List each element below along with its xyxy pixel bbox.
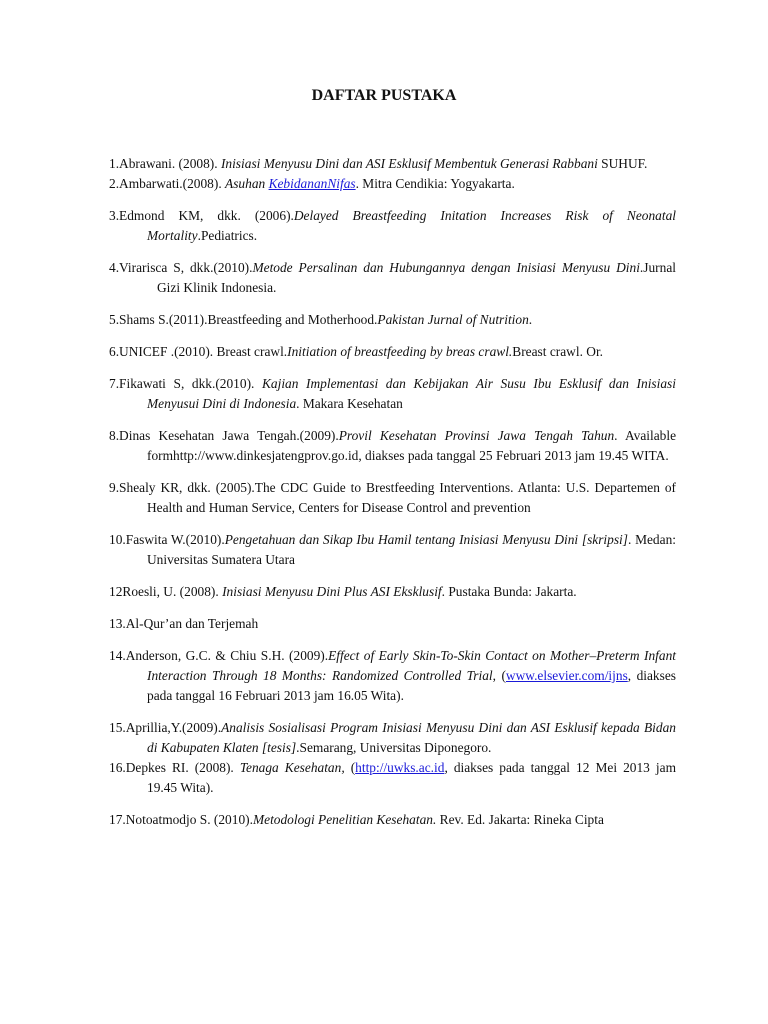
reference-title: Kajian Implementasi dan Kebijakan Air Susu Ibu Esklusif dan Inisiasi Menyusui Dini di Indonesia bbox=[147, 376, 676, 411]
reference-text: Aprillia,Y.(2009). bbox=[125, 720, 222, 735]
reference-text: . Mitra Cendikia: Yogyakarta. bbox=[355, 176, 515, 191]
reference-text: Notoatmodjo S. (2010). bbox=[125, 812, 253, 827]
page-title: DAFTAR PUSTAKA bbox=[311, 87, 457, 104]
reference-text: Shealy KR, dkk. (2005).The CDC Guide to Brestfeeding Interventions. Atlanta: U.S. Departemen of Health and Human Service, Centers for Disease Control and prevention bbox=[119, 480, 676, 515]
reference-item bbox=[109, 154, 676, 174]
reference-number: 13. bbox=[109, 616, 126, 631]
reference-number: 7. bbox=[109, 376, 120, 391]
reference-text: Roesli, U. (2008). bbox=[122, 584, 223, 599]
reference-link[interactable]: http://uwks.ac.id bbox=[355, 760, 445, 775]
reference-title: Delayed Breastfeeding Initation Increases Risk of Neonatal Mortality bbox=[147, 208, 676, 243]
reference-item bbox=[109, 426, 676, 466]
reference-text: . Available formhttp://www.dinkesjatengprov.go.id, diakses pada tanggal 25 Februari 2013 jam 19.45 WITA. bbox=[147, 428, 677, 463]
reference-title: Analisis Sosialisasi Program Inisiasi Menyusu Dini dan ASI Esklusif kepada Bidan di Kabupaten Klaten [tesis] bbox=[147, 720, 676, 755]
reference-number: 12 bbox=[109, 584, 123, 599]
reference-title: Metode Persalinan dan Hubungannya dengan Inisiasi Menyusu Dini bbox=[252, 260, 640, 275]
reference-item bbox=[109, 810, 676, 830]
reference-text: Depkes RI. (2008). bbox=[125, 760, 240, 775]
reference-number: 10. bbox=[109, 532, 126, 547]
reference-text: Fikawati S, dkk.(2010). bbox=[119, 376, 262, 391]
reference-title: Initiation of breastfeeding by breas crawl. bbox=[287, 344, 513, 359]
reference-item bbox=[109, 582, 676, 602]
reference-item bbox=[109, 174, 676, 194]
reference-text: . bbox=[528, 312, 533, 327]
reference-text: . Pustaka Bunda: Jakarta. bbox=[441, 584, 577, 599]
reference-text: , diakses pada tanggal 16 Februari 2013 jam 16.05 Wita). bbox=[147, 668, 676, 703]
reference-title: Pakistan Jurnal of Nutrition bbox=[377, 312, 529, 327]
reference-item bbox=[109, 258, 676, 298]
reference-text: .Semarang, Universitas Diponegoro. bbox=[296, 740, 492, 755]
reference-item bbox=[109, 758, 676, 798]
reference-text: . Medan: Universitas Sumatera Utara bbox=[147, 532, 676, 567]
reference-text: Ambarwati.(2008). bbox=[119, 176, 226, 191]
reference-item bbox=[109, 374, 676, 414]
reference-text: Faswita W.(2010). bbox=[125, 532, 225, 547]
reference-item bbox=[109, 646, 676, 706]
reference-text: Al-Qur’an dan Terjemah bbox=[125, 616, 259, 631]
reference-number: 14. bbox=[109, 648, 126, 663]
reference-title: Effect of Early Skin-To-Skin Contact on Mother–Preterm Infant Interaction Through 18 Months: Randomized Controlled Trial bbox=[147, 648, 676, 683]
reference-text: , diakses pada tanggal 12 Mei 2013 jam 19.45 Wita). bbox=[147, 760, 676, 795]
reference-number: 6. bbox=[109, 344, 120, 359]
reference-item bbox=[109, 310, 676, 330]
reference-item bbox=[109, 342, 676, 362]
reference-item bbox=[109, 478, 676, 518]
reference-text: SUHUF. bbox=[597, 156, 648, 171]
reference-text: , ( bbox=[492, 668, 506, 683]
reference-number: 9. bbox=[109, 480, 120, 495]
reference-text: .Pediatrics. bbox=[197, 228, 258, 243]
reference-number: 15. bbox=[109, 720, 126, 735]
reference-text: . Makara Kesehatan bbox=[296, 396, 403, 411]
reference-text: UNICEF .(2010). Breast crawl. bbox=[119, 344, 288, 359]
reference-number: 16. bbox=[109, 760, 126, 775]
reference-link[interactable]: www.elsevier.com/ijns bbox=[505, 668, 628, 683]
reference-text: Breast crawl. Or. bbox=[512, 344, 604, 359]
reference-title: Tenaga Kesehatan, bbox=[239, 760, 345, 775]
reference-text: Rev. Ed. Jakarta: Rineka Cipta bbox=[436, 812, 604, 827]
reference-title: Inisiasi Menyusu Dini Plus ASI Eksklusif bbox=[222, 584, 442, 599]
reference-list bbox=[109, 154, 676, 842]
reference-link[interactable]: KebidananNifas bbox=[268, 176, 356, 191]
reference-number: 5. bbox=[109, 312, 120, 327]
reference-number: 3. bbox=[109, 208, 120, 223]
reference-number: 2. bbox=[109, 176, 120, 191]
reference-number: 4. bbox=[109, 260, 120, 275]
reference-title: Provil Kesehatan Provinsi Jawa Tengah Tahun bbox=[338, 428, 615, 443]
reference-number: 8. bbox=[109, 428, 120, 443]
reference-text: Shams S.(2011).Breastfeeding and Motherhood. bbox=[119, 312, 378, 327]
reference-item bbox=[109, 614, 676, 634]
reference-text: ( bbox=[344, 760, 356, 775]
reference-text: Dinas Kesehatan Jawa Tengah.(2009). bbox=[119, 428, 339, 443]
reference-title: Asuhan bbox=[225, 176, 269, 191]
reference-title: Inisiasi Menyusu Dini dan ASI Esklusif Membentuk Generasi Rabbani bbox=[220, 156, 598, 171]
reference-item bbox=[109, 530, 676, 570]
reference-text: Virarisca S, dkk.(2010). bbox=[119, 260, 253, 275]
reference-number: 1. bbox=[109, 156, 120, 171]
reference-text: Anderson, G.C. & Chiu S.H. (2009). bbox=[125, 648, 329, 663]
reference-title: Pengetahuan dan Sikap Ibu Hamil tentang Inisiasi Menyusu Dini [skripsi] bbox=[224, 532, 628, 547]
reference-text: .Jurnal Gizi Klinik Indonesia. bbox=[157, 260, 676, 295]
reference-number: 17. bbox=[109, 812, 126, 827]
reference-text: Abrawani. (2008). bbox=[119, 156, 221, 171]
reference-item bbox=[109, 718, 676, 758]
reference-item bbox=[109, 206, 676, 246]
reference-text: Edmond KM, dkk. (2006). bbox=[119, 208, 294, 223]
reference-title: Metodologi Penelitian Kesehatan. bbox=[252, 812, 437, 827]
